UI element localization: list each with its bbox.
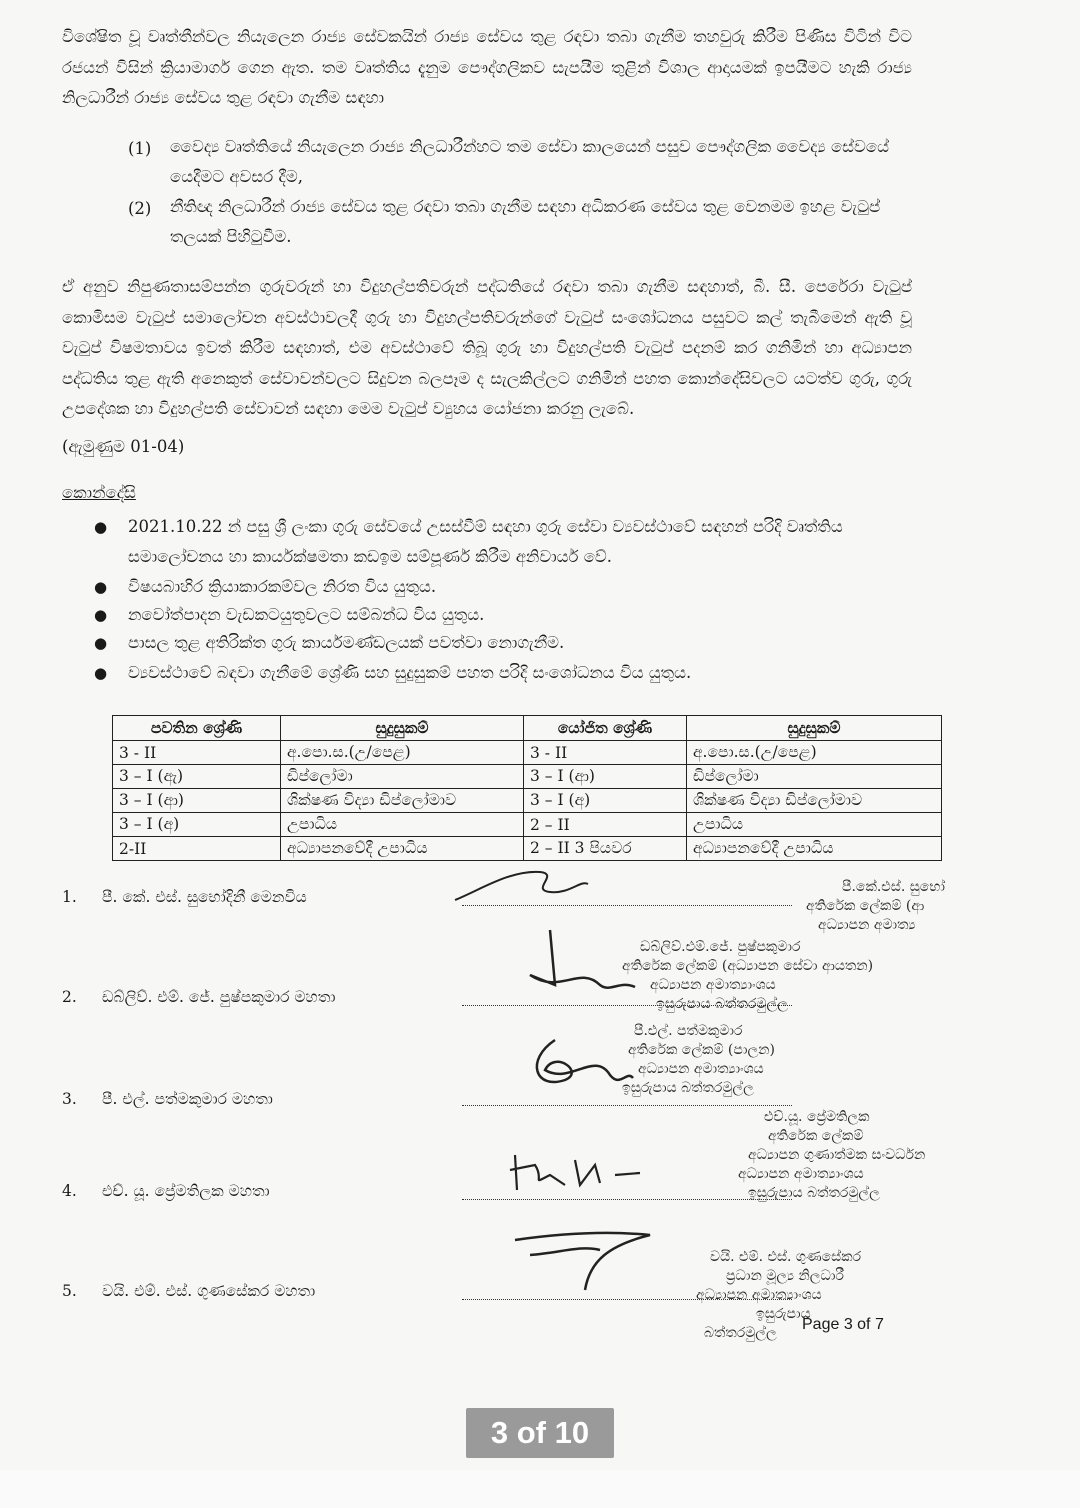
signatory-name: වයි. එම්. එස්. ගුණසේකර මහතා: [102, 1282, 316, 1300]
measure-item: නීතිඥ නිලධාරීන් රාජ්‍ය සේවය තුළ රඳවා තබා ගැනීම සඳහා අධිකරණ සේවය තුළ වෙනමම ඉහළ වැටුප් තලයක් පිහිටුවීම.: [170, 197, 881, 246]
table-row: [113, 837, 942, 861]
signatory-row: [62, 888, 307, 907]
grade-table: [112, 715, 942, 861]
table-header-cell: සුදුසුකම්: [281, 716, 524, 741]
signatory-name: පී. කේ. එස්. සුභෝදිනී මෙනවිය: [102, 888, 307, 906]
condition-item: 2021.10.22 න් පසු ශ්‍රී ලංකා ගුරු සේවයේ උසස්වීම් සඳහා ගුරු සේවා ව්‍යවස්ථාවේ සඳහන් පරිදි වෘත්තිය සමාලෝචනය හා කාර්යක්ෂමතා කඩඉම සම්පූර්ණ කිරීම අනිවාර්ය වේ.: [128, 517, 843, 566]
table-cell: අ.පො.ස.(උ/පෙළ): [687, 741, 942, 765]
bullet-icon: ●: [94, 518, 108, 536]
measure-number: (2): [128, 199, 152, 218]
table-header-cell: පවතින ශ්‍රේණි: [113, 716, 281, 741]
annex-reference: (ඇමුණුම 01-04): [62, 437, 185, 456]
table-row: [113, 813, 942, 837]
table-cell: 2-II: [113, 837, 281, 861]
signatory-number: 4.: [62, 1182, 77, 1200]
signatory-number: 2.: [62, 988, 77, 1006]
table-cell: ශික්ෂණ විද්‍යා ඩිප්ලෝමාව: [687, 789, 942, 813]
bullet-icon: ●: [94, 634, 108, 652]
table-cell: උපාධිය: [687, 813, 942, 837]
signatory-number: 5.: [62, 1282, 77, 1300]
conditions-heading: කොන්දේසි: [62, 483, 136, 502]
official-stamp: වයි. එම්. එස්. ගුණසේකර ප්‍රධාන මූල්‍ය නිලධාරී අධ්‍යාපන අමාත්‍යාංශය ඉසුරුපාය බත්තරමුල්ල: [696, 1249, 862, 1341]
table-cell: 3 – I (ආ): [113, 789, 281, 813]
table-cell: 3 – I (අ): [113, 813, 281, 837]
page-number: Page 3 of 7: [802, 1316, 884, 1333]
measure-number: (1): [128, 139, 152, 158]
table-cell: ඩිප්ලෝමා: [687, 765, 942, 789]
signature-line: [462, 1104, 792, 1106]
condition-item: නවෝත්පාදන වැඩකටයුතුවලට සම්බන්ධ විය යුතුය.: [128, 605, 485, 624]
signature-scribble: [515, 1030, 635, 1100]
signatory-number: 3.: [62, 1090, 77, 1108]
table-cell: 3 - II: [113, 741, 281, 765]
bullet-icon: ●: [94, 664, 108, 682]
signatory-name: එච්. යූ. ප්‍රේමතිලක මහතා: [102, 1182, 270, 1200]
table-header-cell: සුදුසුකම්: [687, 716, 942, 741]
signature-line: [462, 1198, 792, 1200]
signatory-name: ඩබ්ලිව්. එම්. ජේ. පුෂ්පකුමාර මහතා: [102, 988, 336, 1006]
signature-scribble: [505, 1145, 655, 1195]
table-cell: උපාධිය: [281, 813, 524, 837]
table-cell: 2 – II 3 පියවර: [524, 837, 687, 861]
page-counter-badge: 3 of 10: [466, 1408, 614, 1458]
signature-scribble: [450, 860, 590, 920]
official-stamp: පී.කේ.එස්. සුභෝ අතිරේක ලේකම් (ආ අධ්‍යාපන අමාත්‍ය: [806, 879, 945, 933]
table-cell: 2 – II: [524, 813, 687, 837]
table-row: [113, 789, 942, 813]
signatory-row: [62, 988, 335, 1007]
table-header-cell: යෝජිත ශ්‍රේණි: [524, 716, 687, 741]
official-stamp: පී.එල්. පත්මකුමාර අතිරේක ලේකම් (පාලන) අධ්‍යාපන අමාත්‍යාංශය ඉසුරුපාය බත්තරමුල්ල: [622, 1023, 775, 1096]
table-header-row: [113, 716, 942, 741]
condition-item: ව්‍යවස්ථාවේ බඳවා ගැනීමේ ශ්‍රේණි සහ සුදුසුකම් පහත පරිදි සංශෝධනය විය යුතුය.: [128, 663, 692, 682]
table-cell: අධ්‍යාපනවේදී උපාධිය: [687, 837, 942, 861]
signatory-row: [62, 1090, 273, 1109]
table-cell: 3 – I (ඇ): [113, 765, 281, 789]
page-edge: [0, 1470, 1080, 1508]
official-stamp: එච්.යූ. ප්‍රේමතිලක අතිරේක ලේකම් අධ්‍යාපන ගුණාත්මක සංවර්ධන අධ්‍යාපන අමාත්‍යාංශය ඉසුරුපාය බත්තරමුල්ල: [738, 1109, 926, 1201]
table-cell: ශික්ෂණ විද්‍යා ඩිප්ලෝමාව: [281, 789, 524, 813]
signatory-row: [62, 1282, 315, 1301]
official-stamp: ඩබ්ලිව්.එම්.ජේ. පුෂ්පකුමාර අතිරේක ලේකම් (අධ්‍යාපන සේවා ආයතන) අධ්‍යාපන අමාත්‍යාංශය ඉසුරුපාය බත්තරමුල්ල: [622, 939, 874, 1012]
signature-scribble: [510, 1215, 660, 1295]
table-cell: ඩිප්ලෝමා: [281, 765, 524, 789]
bullet-icon: ●: [94, 578, 108, 596]
table-cell: 3 - II: [524, 741, 687, 765]
condition-item: විෂයබාහිර ක්‍රියාකාරකම්වල නිරත විය යුතුය.: [128, 577, 437, 596]
bullet-icon: ●: [94, 606, 108, 624]
measure-item: වෛද්‍ය වෘත්තියේ නියැලෙන රාජ්‍ය නිලධාරීන්හට තම සේවා කාලයෙන් පසුව පෞද්ගලික වෛද්‍ය සේවයේ යෙදීමට අවසර දීම,: [170, 137, 890, 186]
proposal-paragraph: ඒ අනුව නිපුණතාසම්පන්න ගුරුවරුන් හා විදුහල්පතිවරුන් පද්ධතියේ රඳවා තබා ගැනීම සඳහාත්, බී. සී. පෙරේරා වැටුප් කොමිසම වැටුප් සමාලෝචන අවස්ථාවලදී ගුරු හා විදුහල්පතිවරුන්ගේ වැටුප් සංශෝධනය පසුවට කල් තැබීමෙන් ඇති වූ වැටුප් විෂමතාවය ඉවත් කිරීම සඳහාත්, එම අවස්ථාවේ තිබූ ගුරු හා විදුහල්පති වැටුප් පදනම් කර ගනිමින් හා අධ්‍යාපන පද්ධතිය තුළ ඇති අනෙකුත් සේවාවන්වලට සිදුවන බලපෑම ද සැලකිල්ලට ගනිමින් පහත කොන්දේසිවලට යටත්ව ගුරු, ගුරු උපදේශක හා විදුහල්පති සේවාවන් සඳහා මෙම වැටුප් ව්‍යුහය යෝජනා කරනු ලැබේ.: [62, 277, 912, 418]
signatory-row: [62, 1182, 270, 1201]
table-row: [113, 741, 942, 765]
signatory-name: පී. එල්. පත්මකුමාර මහතා: [102, 1090, 273, 1108]
condition-item: පාසල තුළ අතිරික්ත ගුරු කාර්යමණ්ඩලයක් පවත්වා නොගැනීම.: [128, 633, 565, 652]
table-cell: 3 – I (අ): [524, 789, 687, 813]
signatory-number: 1.: [62, 888, 77, 906]
table-cell: අධ්‍යාපනවේදී උපාධිය: [281, 837, 524, 861]
table-cell: 3 – I (ආ): [524, 765, 687, 789]
table-row: [113, 765, 942, 789]
table-cell: අ.පො.ස.(උ/පෙළ): [281, 741, 524, 765]
intro-paragraph: විශේෂිත වූ වෘත්තීන්වල නියැලෙන රාජ්‍ය සේවකයින් රාජ්‍ය සේවය තුළ රඳවා තබා ගැනීම තහවුරු කිරීම පිණිස විටින් විට රජයන් විසින් ක්‍රියාමාර්ග ගෙන ඇත. තම වෘත්තිය දැනුම පෞද්ගලිකව සැපයීම තුළින් විශාල ආදායමක් ඉපයීමට හැකි රාජ්‍ය නිලධාරීන් රාජ්‍ය සේවය තුළ රඳවා ගැනීම සඳහා: [62, 27, 912, 107]
